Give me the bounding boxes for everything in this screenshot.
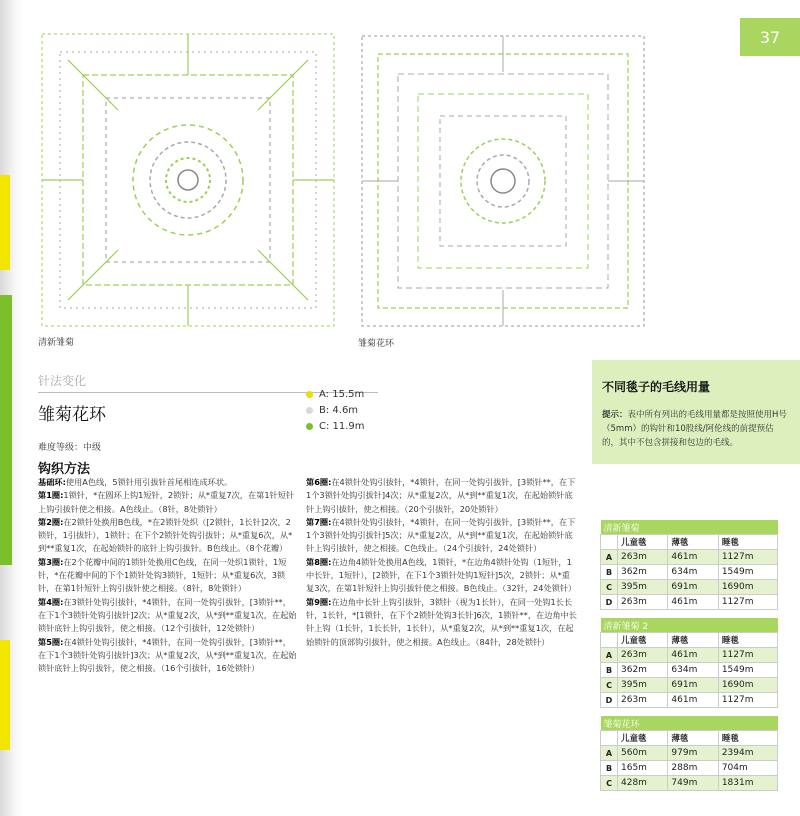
table-header: 儿童毯: [618, 731, 668, 746]
instructions-column-right: [306, 476, 578, 649]
table-row: B 362m 634m 1549m: [601, 565, 778, 580]
table-row: A 560m 979m 2394m: [601, 746, 778, 761]
yarn-table-2: [600, 618, 778, 708]
spine-green-tab: [0, 295, 12, 565]
table-header: 薄毯: [668, 535, 718, 550]
table-row: B 165m 288m 704m: [601, 761, 778, 776]
legend-dot-a: [306, 391, 313, 398]
difficulty-level: 难度等级：中级: [38, 443, 102, 453]
yarn-table-3: [600, 716, 778, 791]
round-instruction: 第5圈:在4锁针处钩引拔针，*4锁针，在同一处钩引拔针，[3锁针**，在下1个3锁针处钩引拔针]3次；从*重复2次，从*到**重复1次，在起始锁针底针上钩引拔针，使之相接。（16个引拔针，16处锁针）: [38, 636, 297, 674]
legend-label: A: 15.5m: [319, 388, 365, 400]
crochet-chart-fresh-daisy: [38, 30, 338, 330]
legend-item: [306, 386, 365, 402]
table-row: C 428m 749m 1831m: [601, 776, 778, 791]
round-instruction: 第4圈:在3锁针处钩引拔针，*4锁针，在同一处钩引拔针，[3锁针**，在下1个3锁针处钩引拔针]2次；从*重复2次，从*到**重复1次，在起始锁针底针上钩引拔针，使之相接。（12个引拔针，12处锁针）: [38, 596, 297, 634]
yarn-legend: [306, 386, 365, 434]
table-header: 薄毯: [668, 633, 718, 648]
legend-label: C: 11.9m: [319, 420, 365, 432]
round-instruction: 第7圈:在4锁针处钩引拔针，*4锁针，在同一处钩引拔针，[3锁针**，在下1个3锁针处钩引拔针]5次；从*重复2次，从*到**重复1次，在起始锁针底针上钩引拔针，使之相接。C色线止。（24个引拔针，24处锁针）: [306, 516, 576, 554]
legend-label: B: 4.6m: [319, 404, 359, 416]
table-title: 清新雏菊 2: [601, 618, 778, 633]
table-title: 清新雏菊: [601, 520, 778, 535]
round-instruction: 第2圈:在2锁针处换用B色线，*在2锁针处织（[2锁针，1长针]2次，2锁针，1引拔针），1锁针；在下个2锁针处钩引拔针；从*重复6次，从*到**重复1次，在起始锁针的底针上钩引拔针。B色线止。（8个花瓣）: [38, 516, 293, 554]
table-header: 儿童毯: [618, 633, 668, 648]
table-row: B 362m 634m 1549m: [601, 663, 778, 678]
legend-item: [306, 418, 365, 434]
panel-tip: 提示：表中所有列出的毛线用量都是按照使用H号（5mm）的钩针和10股线/阿伦线的前提预估的，其中不包含拼接和包边的毛线。: [602, 410, 787, 448]
table-title: 雏菊花环: [601, 716, 778, 731]
page-title: 雏菊花环: [38, 405, 106, 425]
legend-item: [306, 402, 365, 418]
spine-yellow-tab: [0, 175, 10, 270]
table-row: D 263m 461m 1127m: [601, 693, 778, 708]
method-heading: 钩织方法: [38, 462, 91, 477]
yarn-table-1: [600, 520, 778, 610]
round-instruction: 第8圈:在边角4锁针处换用A色线，1锁针，*在边角4锁针处钩（1短针，1中长针，1短针），[2锁针，在下1个3锁针处钩1短针]5次，2锁针；从*重复3次，在第1针短针上钩引拔针使之相接。B色线止。（32针，24处锁针）: [306, 556, 577, 594]
round-instruction: 第3圈:在2个花瓣中间的1锁针处换用C色线，在同一处织1锁针，1短针，*在花瓣中间的下个1锁针处钩3锁针，1短针；从*重复6次，3锁针，在第1针短针上钩引拔针使之相接。（8针，8处锁针）: [38, 556, 287, 594]
round-instruction: 第6圈:在4锁针处钩引拔针，*4锁针，在同一处钩引拔针，[3锁针**，在下1个3锁针处钩引拔针]4次；从*重复2次，从*到**重复1次，在起始锁针底针上钩引拔针，使之相接。（20个引拔针，20处锁针）: [306, 477, 576, 514]
table-header: 儿童毯: [618, 535, 668, 550]
crochet-chart-daisy-garland: [358, 32, 648, 330]
section-label: 针法变化: [38, 374, 87, 388]
table-header: 薄毯: [668, 731, 718, 746]
round-instruction: 第1圈:1锁针，*在圆环上钩1短针，2锁针；从*重复7次，在第1针短针上钩引拔针使之相接。A色线止。（8针，8处锁针）: [38, 490, 295, 514]
round-instruction: 基础环:使用A色线，5锁针用引拔针首尾相连成环状。: [38, 477, 233, 487]
table-row: A 263m 461m 1127m: [601, 550, 778, 565]
instructions-column-left: [38, 476, 298, 675]
table-row: C 395m 691m 1690m: [601, 580, 778, 595]
panel-title: 不同毯子的毛线用量: [602, 380, 711, 394]
legend-dot-b: [306, 407, 313, 414]
book-spine: [0, 0, 22, 816]
diagram-caption-2: 雏菊花环: [358, 339, 395, 349]
table-row: D 263m 461m 1127m: [601, 595, 778, 610]
legend-dot-c: [306, 423, 313, 430]
table-row: A 263m 461m 1127m: [601, 648, 778, 663]
table-header: 睡毯: [718, 535, 777, 550]
diagram-caption-1: 清新雏菊: [38, 338, 75, 348]
round-instruction: 第9圈:在边角中长针上钩引拔针，3锁针（视为1长针），在同一处钩1长长针，1长针，*[1锁针，在下个2锁针处钩3长针]6次，1锁针**，在边角中长针上钩（1长针，1长长针，1长针），从*重复2次，从*到**重复1次，在起始锁针的顶部钩引拔针，使之相接。A色线止。（84针，28处锁针）: [306, 596, 577, 647]
page-number: 37: [740, 18, 800, 56]
table-row: C 395m 691m 1690m: [601, 678, 778, 693]
spine-yellow-tab-lower: [0, 640, 10, 750]
table-header: 睡毯: [718, 633, 777, 648]
table-header: 睡毯: [718, 731, 777, 746]
